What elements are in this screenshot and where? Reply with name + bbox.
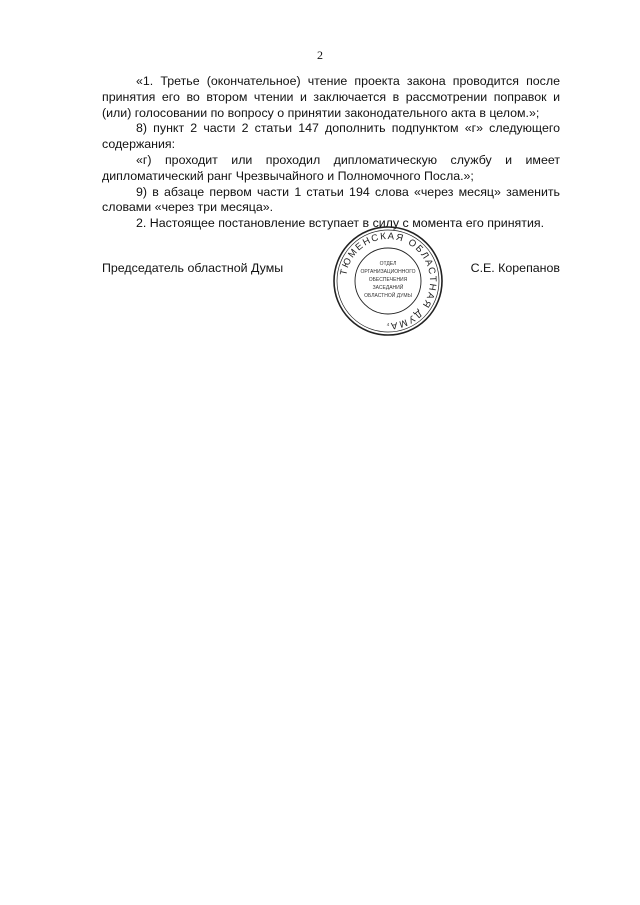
- document-body: [102, 74, 560, 232]
- seal-center-line: ОТДЕЛ: [379, 261, 397, 267]
- seal-center-line: ОБЛАСТНОЙ ДУМЫ: [364, 293, 412, 299]
- paragraph-effective-clause: 2. Настоящее постановление вступает в силу с момента его принятия.: [136, 216, 545, 231]
- page-number: 2: [317, 48, 323, 62]
- seal-center-line: ОБЕСПЕЧЕНИЯ: [368, 277, 408, 283]
- paragraph-item-9: 9) в абзаце первом части 1 статьи 194 слова «через месяц» заменить словами «через три месяца».: [102, 184, 560, 215]
- paragraph-item-8: 8) пункт 2 части 2 статьи 147 дополнить подпунктом «г» следующего содержания:: [102, 121, 560, 152]
- signatory-name: С.Е. Корепанов: [470, 261, 560, 275]
- paragraph-third-reading: «1. Третье (окончательное) чтение проекта закона проводится после принятия его во втором чтении и заключается в рассмотрении поправок и (или) голосовании по вопросу о принятии законодательного акта в целом.»;: [102, 74, 560, 120]
- signature-block: [102, 261, 560, 281]
- official-seal: [332, 225, 444, 337]
- seal-center-line: ОРГАНИЗАЦИОННОГО: [360, 269, 416, 275]
- signatory-title: Председатель областной Думы: [102, 261, 284, 275]
- seal-center-line: ЗАСЕДАНИЙ: [372, 285, 404, 291]
- seal-bottom-mark: 4: [386, 322, 390, 327]
- seal-ring-text: ТЮМЕНСКАЯ ОБЛАСТНАЯ ДУМА: [338, 230, 439, 332]
- paragraph-subitem-g: «г) проходит или проходил дипломатическую службу и имеет дипломатический ранг Чрезвычайного и Полномочного Посла.»;: [102, 152, 560, 183]
